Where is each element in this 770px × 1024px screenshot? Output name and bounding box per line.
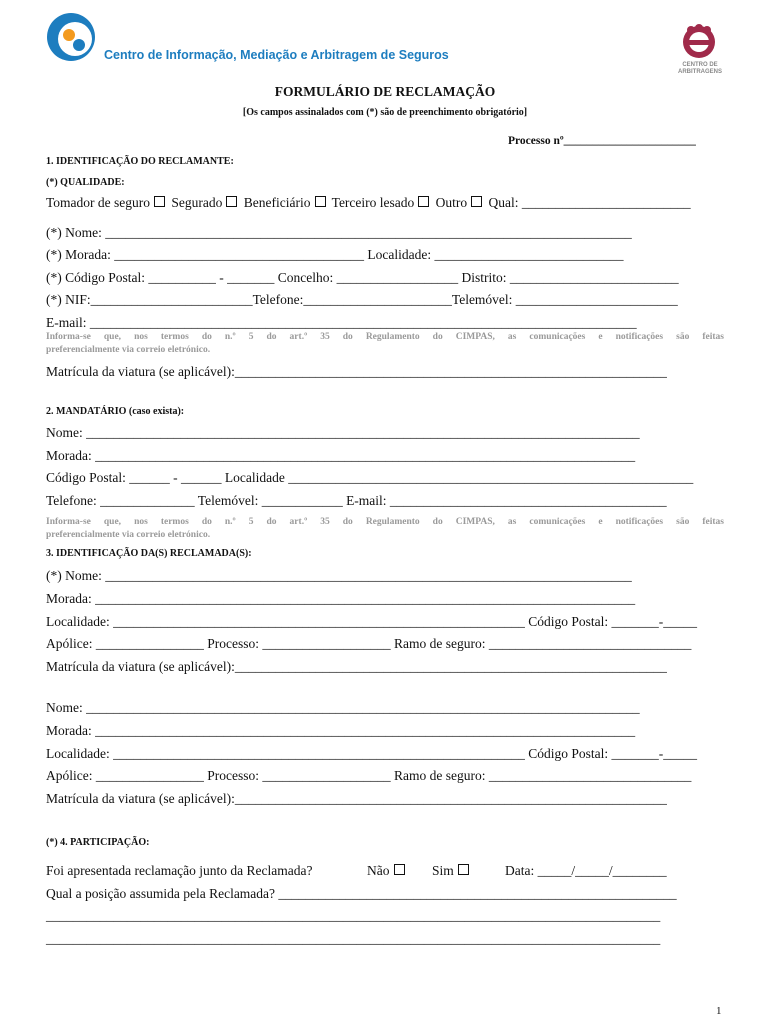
cimpas-logo <box>44 12 102 62</box>
processo-field[interactable]: Processo nº_______________________ <box>508 135 696 147</box>
reclamante-email-field[interactable]: E-mail: _________________________________________________________________________________ <box>46 315 637 330</box>
organization-name: Centro de Informação, Mediação e Arbitragem de Seguros <box>104 48 449 62</box>
sim-label: Sim <box>432 863 454 878</box>
nao-label: Não <box>367 863 390 878</box>
checkbox-tomador[interactable] <box>154 196 165 207</box>
section3-title: 3. IDENTIFICAÇÃO DA(S) RECLAMADA(S): <box>46 548 252 559</box>
option-beneficiario-label: Beneficiário <box>243 195 311 210</box>
mandatario-notice-line2: preferencialmente via correio eletrónico. <box>46 530 211 540</box>
mandatario-nome-field[interactable]: Nome: __________________________________________________________________________________ <box>46 425 640 440</box>
checkbox-sim[interactable] <box>458 864 469 875</box>
qualidade-options <box>46 195 691 211</box>
centro-arbitragens-text: CENTRO DE ARBITRAGENS <box>677 62 722 75</box>
option-outro-label: Outro <box>435 195 468 210</box>
reclamada1-localidade-field[interactable]: Localidade: _____________________________________________________________ Código Postal: _______-_____ <box>46 614 697 629</box>
reclamada2-localidade-field[interactable]: Localidade: _____________________________________________________________ Código Postal: _______-_____ <box>46 746 697 761</box>
reclamada1-morada-field[interactable]: Morada: ________________________________________________________________________________ <box>46 591 636 606</box>
checkbox-nao[interactable] <box>394 864 405 875</box>
reclamada2-apolice-field[interactable]: Apólice: ________________ Processo: ___________________ Ramo de seguro: ______________________________ <box>46 768 692 783</box>
data-field[interactable]: Data: _____/_____/________ <box>505 863 667 878</box>
reclamada2-morada-field[interactable]: Morada: ________________________________________________________________________________ <box>46 723 636 738</box>
email-notice-line2: preferencialmente via correio eletrónico. <box>46 345 211 355</box>
reclamante-nome-field[interactable]: (*) Nome: ______________________________________________________________________________ <box>46 225 632 240</box>
reclamada1-matricula-field[interactable]: Matrícula da viatura (se aplicável):________________________________________________________________ <box>46 659 667 674</box>
checkbox-terceiro[interactable] <box>418 196 429 207</box>
qualidade-label: (*) QUALIDADE: <box>46 177 125 188</box>
checkbox-segurado[interactable] <box>226 196 237 207</box>
checkbox-outro[interactable] <box>471 196 482 207</box>
reclamada1-apolice-field[interactable]: Apólice: ________________ Processo: ___________________ Ramo de seguro: ______________________________ <box>46 636 692 651</box>
posicao-extra-line-2[interactable]: ___________________________________________________________________________________________ <box>46 931 661 946</box>
centro-arbitragens-logo <box>676 22 722 60</box>
qual-field[interactable]: Qual: _________________________ <box>488 195 691 210</box>
checkbox-beneficiario[interactable] <box>315 196 326 207</box>
reclamante-nif-field[interactable]: (*) NIF:________________________Telefone:______________________Telemóvel: ________________________ <box>46 292 678 307</box>
section4-title: (*) 4. PARTICIPAÇÃO: <box>46 837 150 848</box>
reclamada2-nome-field[interactable]: Nome: __________________________________________________________________________________ <box>46 700 640 715</box>
reclamada2-matricula-field[interactable]: Matrícula da viatura (se aplicável):________________________________________________________________ <box>46 791 667 806</box>
nao-option <box>367 863 408 879</box>
participacao-question: Foi apresentada reclamação junto da Reclamada? <box>46 863 313 878</box>
mandatario-codigo-postal-field[interactable]: Código Postal: ______ - ______ Localidade ____________________________________________________________ <box>46 470 694 485</box>
option-segurado-label: Segurado <box>171 195 223 210</box>
reclamante-matricula-field[interactable]: Matrícula da viatura (se aplicável):________________________________________________________________ <box>46 364 667 379</box>
form-subtitle: [Os campos assinalados com (*) são de preenchimento obrigatório] <box>242 107 528 118</box>
reclamada1-nome-field[interactable]: (*) Nome: ______________________________________________________________________________ <box>46 568 632 583</box>
form-title: FORMULÁRIO DE RECLAMAÇÃO <box>274 84 496 99</box>
mandatario-notice-line1: Informa-se que, nos termos do n.º 5 do art.º 35 do Regulamento do CIMPAS, as comunicações e notificações são feitas <box>46 517 724 527</box>
option-terceiro-label: Terceiro lesado <box>331 195 415 210</box>
reclamante-codigo-postal-field[interactable]: (*) Código Postal: __________ - _______ Concelho: __________________ Distrito: _________________________ <box>46 270 679 285</box>
posicao-extra-line-1[interactable]: ___________________________________________________________________________________________ <box>46 908 661 923</box>
section2-title: 2. MANDATÁRIO (caso exista): <box>46 406 185 417</box>
mandatario-morada-field[interactable]: Morada: ________________________________________________________________________________ <box>46 448 636 463</box>
reclamante-morada-field[interactable]: (*) Morada: _____________________________________ Localidade: ____________________________ <box>46 247 624 262</box>
section1-title: 1. IDENTIFICAÇÃO DO RECLAMANTE: <box>46 156 234 167</box>
option-tomador-label: Tomador de seguro <box>46 195 151 210</box>
email-notice-line1: Informa-se que, nos termos do n.º 5 do art.º 35 do Regulamento do CIMPAS, as comunicações e notificações são feitas <box>46 332 724 342</box>
page-number: 1 <box>716 1005 722 1017</box>
mandatario-telefone-field[interactable]: Telefone: ______________ Telemóvel: ____________ E-mail: _________________________________________ <box>46 493 667 508</box>
sim-option <box>432 863 472 879</box>
posicao-field[interactable]: Qual a posição assumida pela Reclamada? ___________________________________________________________ <box>46 886 677 901</box>
